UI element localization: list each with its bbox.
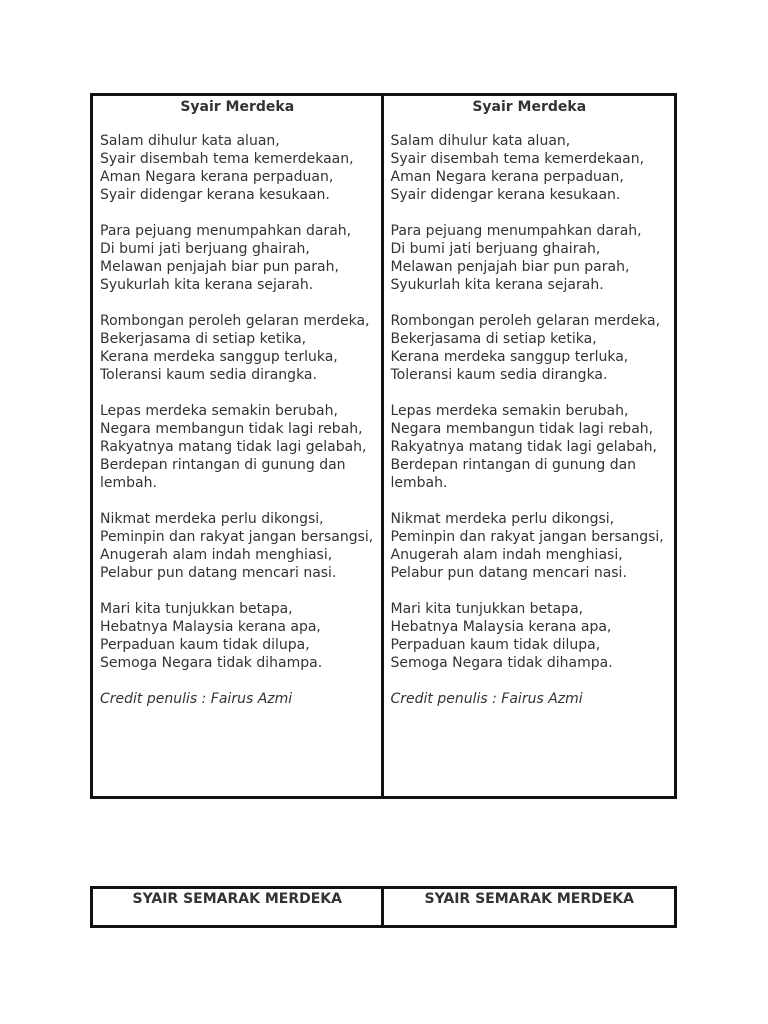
stanza [100, 510, 375, 582]
second-cell-right [384, 889, 675, 925]
poem-line: Rombongan peroleh gelaran merdeka, [390, 313, 661, 329]
poem-line: Aman Negara kerana perpaduan, [100, 169, 334, 185]
poem-line: Syair didengar kerana kesukaan. [100, 187, 330, 203]
stanza [391, 402, 669, 492]
poem-line: Mari kita tunjukkan betapa, [100, 601, 293, 617]
poem-line: Syukurlah kita kerana sejarah. [100, 277, 314, 293]
poem-line: Melawan penjajah biar pun parah, [390, 259, 630, 275]
poem-title: Syair Merdeka [180, 99, 295, 115]
poem-line: Semoga Negara tidak dihampa. [100, 655, 323, 671]
poem-line: Peminpin dan rakyat jangan bersangsi, [390, 529, 664, 545]
poem-line: Nikmat merdeka perlu dikongsi, [100, 511, 324, 527]
poem-line: Perpaduan kaum tidak dilupa, [100, 637, 310, 653]
poem-line: Melawan penjajah biar pun parah, [100, 259, 339, 275]
second-table [90, 886, 677, 928]
poem-line: Hebatnya Malaysia kerana apa, [100, 619, 321, 635]
poem-line: Anugerah alam indah menghiasi, [390, 547, 623, 563]
poem-line: Salam dihulur kata aluan, [390, 133, 571, 149]
poem-line: Mari kita tunjukkan betapa, [390, 601, 584, 617]
poem-line: Toleransi kaum sedia dirangka. [100, 367, 317, 383]
poem-title: Syair Merdeka [472, 99, 587, 115]
stanza [100, 222, 375, 294]
poem-line: Bekerjasama di setiap ketika, [100, 331, 307, 347]
second-title: SYAIR SEMARAK MERDEKA [424, 891, 634, 907]
second-title: SYAIR SEMARAK MERDEKA [132, 891, 342, 907]
poem-line: Kerana merdeka sanggup terluka, [390, 349, 629, 365]
poem-line: Berdepan rintangan di gunung dan lembah. [100, 457, 346, 491]
poem-line: Rombongan peroleh gelaran merdeka, [100, 313, 370, 329]
stanza [100, 132, 375, 204]
poem-cell-left [93, 96, 384, 796]
poem-line: Syair disembah tema kemerdekaan, [390, 151, 645, 167]
poem-line: Rakyatnya matang tidak lagi gelabah, [100, 439, 367, 455]
poem-line: Hebatnya Malaysia kerana apa, [390, 619, 612, 635]
poem-line: Anugerah alam indah menghiasi, [100, 547, 333, 563]
stanza [391, 312, 669, 384]
stanza [100, 402, 375, 492]
stanza [100, 600, 375, 672]
poem-line: Di bumi jati berjuang ghairah, [390, 241, 601, 257]
poem-line: Pelabur pun datang mencari nasi. [100, 565, 337, 581]
poem-line: Rakyatnya matang tidak lagi gelabah, [390, 439, 657, 455]
stanza [391, 132, 669, 204]
stanza [391, 222, 669, 294]
poem-line: Toleransi kaum sedia dirangka. [390, 367, 608, 383]
credit-line: Credit penulis : Fairus Azmi [100, 691, 293, 707]
poem-table [90, 93, 677, 799]
poem-line: Semoga Negara tidak dihampa. [390, 655, 613, 671]
poem-line: Pelabur pun datang mencari nasi. [390, 565, 627, 581]
second-cell-left [93, 889, 384, 925]
poem-line: Lepas merdeka semakin berubah, [100, 403, 338, 419]
poem-line: Berdepan rintangan di gunung dan lembah. [390, 457, 637, 491]
poem-line: Nikmat merdeka perlu dikongsi, [390, 511, 615, 527]
stanza [100, 312, 375, 384]
poem-line: Syair didengar kerana kesukaan. [390, 187, 621, 203]
poem-line: Syair disembah tema kemerdekaan, [100, 151, 354, 167]
poem-line: Negara membangun tidak lagi rebah, [390, 421, 654, 437]
poem-line: Perpaduan kaum tidak dilupa, [390, 637, 601, 653]
poem-line: Lepas merdeka semakin berubah, [390, 403, 629, 419]
poem-line: Para pejuang menumpahkan darah, [390, 223, 642, 239]
poem-line: Peminpin dan rakyat jangan bersangsi, [100, 529, 374, 545]
poem-line: Salam dihulur kata aluan, [100, 133, 280, 149]
stanza [391, 510, 669, 582]
credit-line: Credit penulis : Fairus Azmi [390, 691, 583, 707]
poem-cell-right [384, 96, 675, 796]
poem-line: Syukurlah kita kerana sejarah. [390, 277, 604, 293]
poem-line: Negara membangun tidak lagi rebah, [100, 421, 363, 437]
poem-line: Aman Negara kerana perpaduan, [390, 169, 624, 185]
poem-line: Di bumi jati berjuang ghairah, [100, 241, 310, 257]
stanza [391, 600, 669, 672]
poem-line: Bekerjasama di setiap ketika, [390, 331, 597, 347]
poem-line: Para pejuang menumpahkan darah, [100, 223, 352, 239]
poem-line: Kerana merdeka sanggup terluka, [100, 349, 338, 365]
